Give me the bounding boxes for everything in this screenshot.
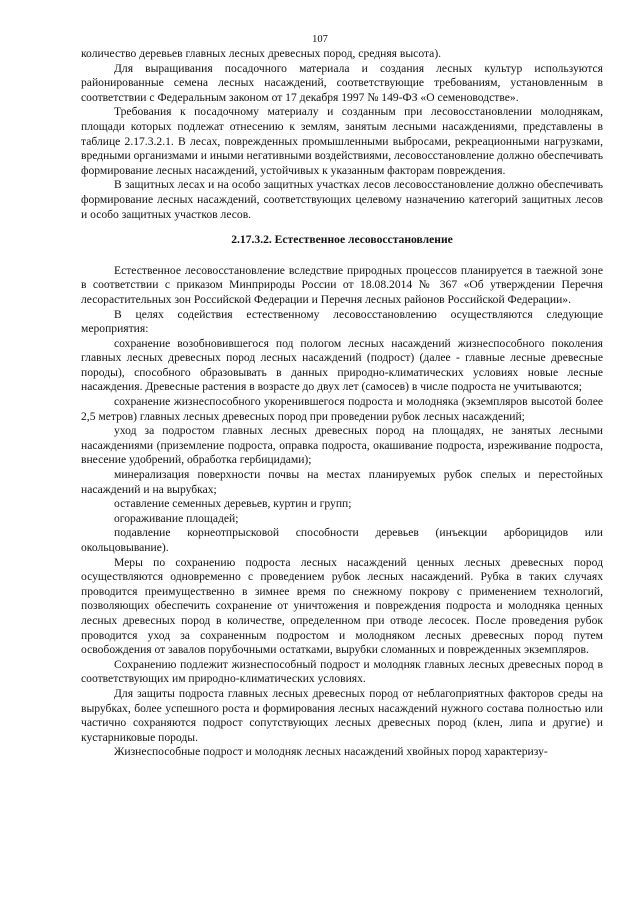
page-number: 107	[312, 34, 328, 45]
list-item: оставление семенных деревьев, куртин и групп;	[114, 497, 352, 511]
list-item: минерализация поверхности почвы на местах планируемых рубок спелых и перестойных насаждений и на вырубках;	[81, 468, 603, 496]
paragraph: Требования к посадочному материалу и созданным при лесовосстановлении молоднякам, площади которых подлежат отнесению к землям, занятым лесными насаждениями, представлены в таблице 2.17.3.2.1. В лесах, поврежденных промышленными выбросами, рекреационными нагрузками, вредными организмами и иными негативными воздействиями, лесовосстановление должно обеспечивать формирование лесных насаждений, устойчивых к указанным факторам повреждения.	[81, 105, 603, 177]
paragraph: Естественное лесовосстановление вследствие природных процессов планируется в таежной зоне в соответствии с приказом Минприроды России от 18.08.2014 № 367 «Об утверждении Перечня лесорастительных зон Российской Федерации и Перечня лесных районов Российской Федерации».	[81, 263, 603, 306]
paragraph: Для защиты подроста главных лесных древесных пород от неблагоприятных факторов среды на вырубках, более успешного роста и формирования лесных насаждений нужного состава полностью или частично сохраняются подрост сопутствующих лесных древесных пород (клен, липа и другие) и кустарниковые породы.	[81, 686, 603, 744]
paragraph: Сохранению подлежит жизнеспособный подрост и молодняк главных лесных древесных пород в соответствующих им природно-климатических условиях.	[81, 657, 603, 686]
list-item: сохранение жизнеспособного укоренившегося подроста и молодняка (экземпляров высотой более 2,5 метров) главных лесных древесных пород при проведении рубок лесных насаждений;	[81, 395, 603, 423]
list-item: огораживание площадей;	[114, 511, 239, 525]
paragraph: В защитных лесах и на особо защитных участках лесов лесовосстановление должно обеспечивать формирование лесных насаждений, соответствующих целевому назначению категорий защитных лесов и особо защитных участков лесов.	[81, 178, 603, 221]
paragraph: Для выращивания посадочного материала и создания лесных культур используются районированные семена лесных насаждений, соответствующие требованиям, установленным в соответствии с Федеральным законом от 17 декабря 1997 № 149-ФЗ «О семеноводстве».	[81, 61, 603, 104]
document-body	[81, 47, 603, 760]
section-heading: 2.17.3.2. Естественное лесовосстановление	[231, 233, 453, 247]
paragraph: Жизнеспособные подрост и молодняк лесных насаждений хвойных пород характеризу-	[114, 745, 548, 759]
list-item: уход за подростом главных лесных древесных пород на площадях, не занятых лесными насаждениями (приземление подроста, оправка подроста, окашивание подроста, изреживание подроста, внесение удобрений, обработка гербицидами);	[81, 424, 603, 467]
paragraph: количество деревьев главных лесных древесных пород, средняя высота).	[81, 47, 442, 60]
paragraph: В целях содействия естественному лесовосстановлению осуществляются следующие мероприятия:	[81, 307, 603, 336]
list-item: сохранение возобновившегося под пологом лесных насаждений жизнеспособного поколения главных лесных древесных пород лесных насаждений (подрост) (далее - главные лесные древесные породы), способного образовывать в данных природно-климатических условиях новые лесные насаждения. Древесные растения в возрасте до двух лет (самосев) в числе подроста не учитываются;	[81, 336, 603, 394]
list-item: подавление корнеотпрысковой способности деревьев (инъекции арборицидов или окольцовывание).	[81, 526, 603, 554]
paragraph: Меры по сохранению подроста лесных насаждений ценных лесных древесных пород осуществляются одновременно с проведением рубок лесных насаждений. Рубка в таких случаях проводится преимущественно в зимнее время по снежному покрову с применением технологий, позволяющих обеспечить сохранение от уничтожения и повреждения подроста и молодняка ценных лесных древесных пород в количестве, определенном при отводе лесосек. После проведения рубок проводится уход за сохраненным подростом и молодняком лесных древесных пород путем освобождения от завалов порубочными остатками, вырубки сломанных и поврежденных экземпляров.	[81, 555, 603, 657]
